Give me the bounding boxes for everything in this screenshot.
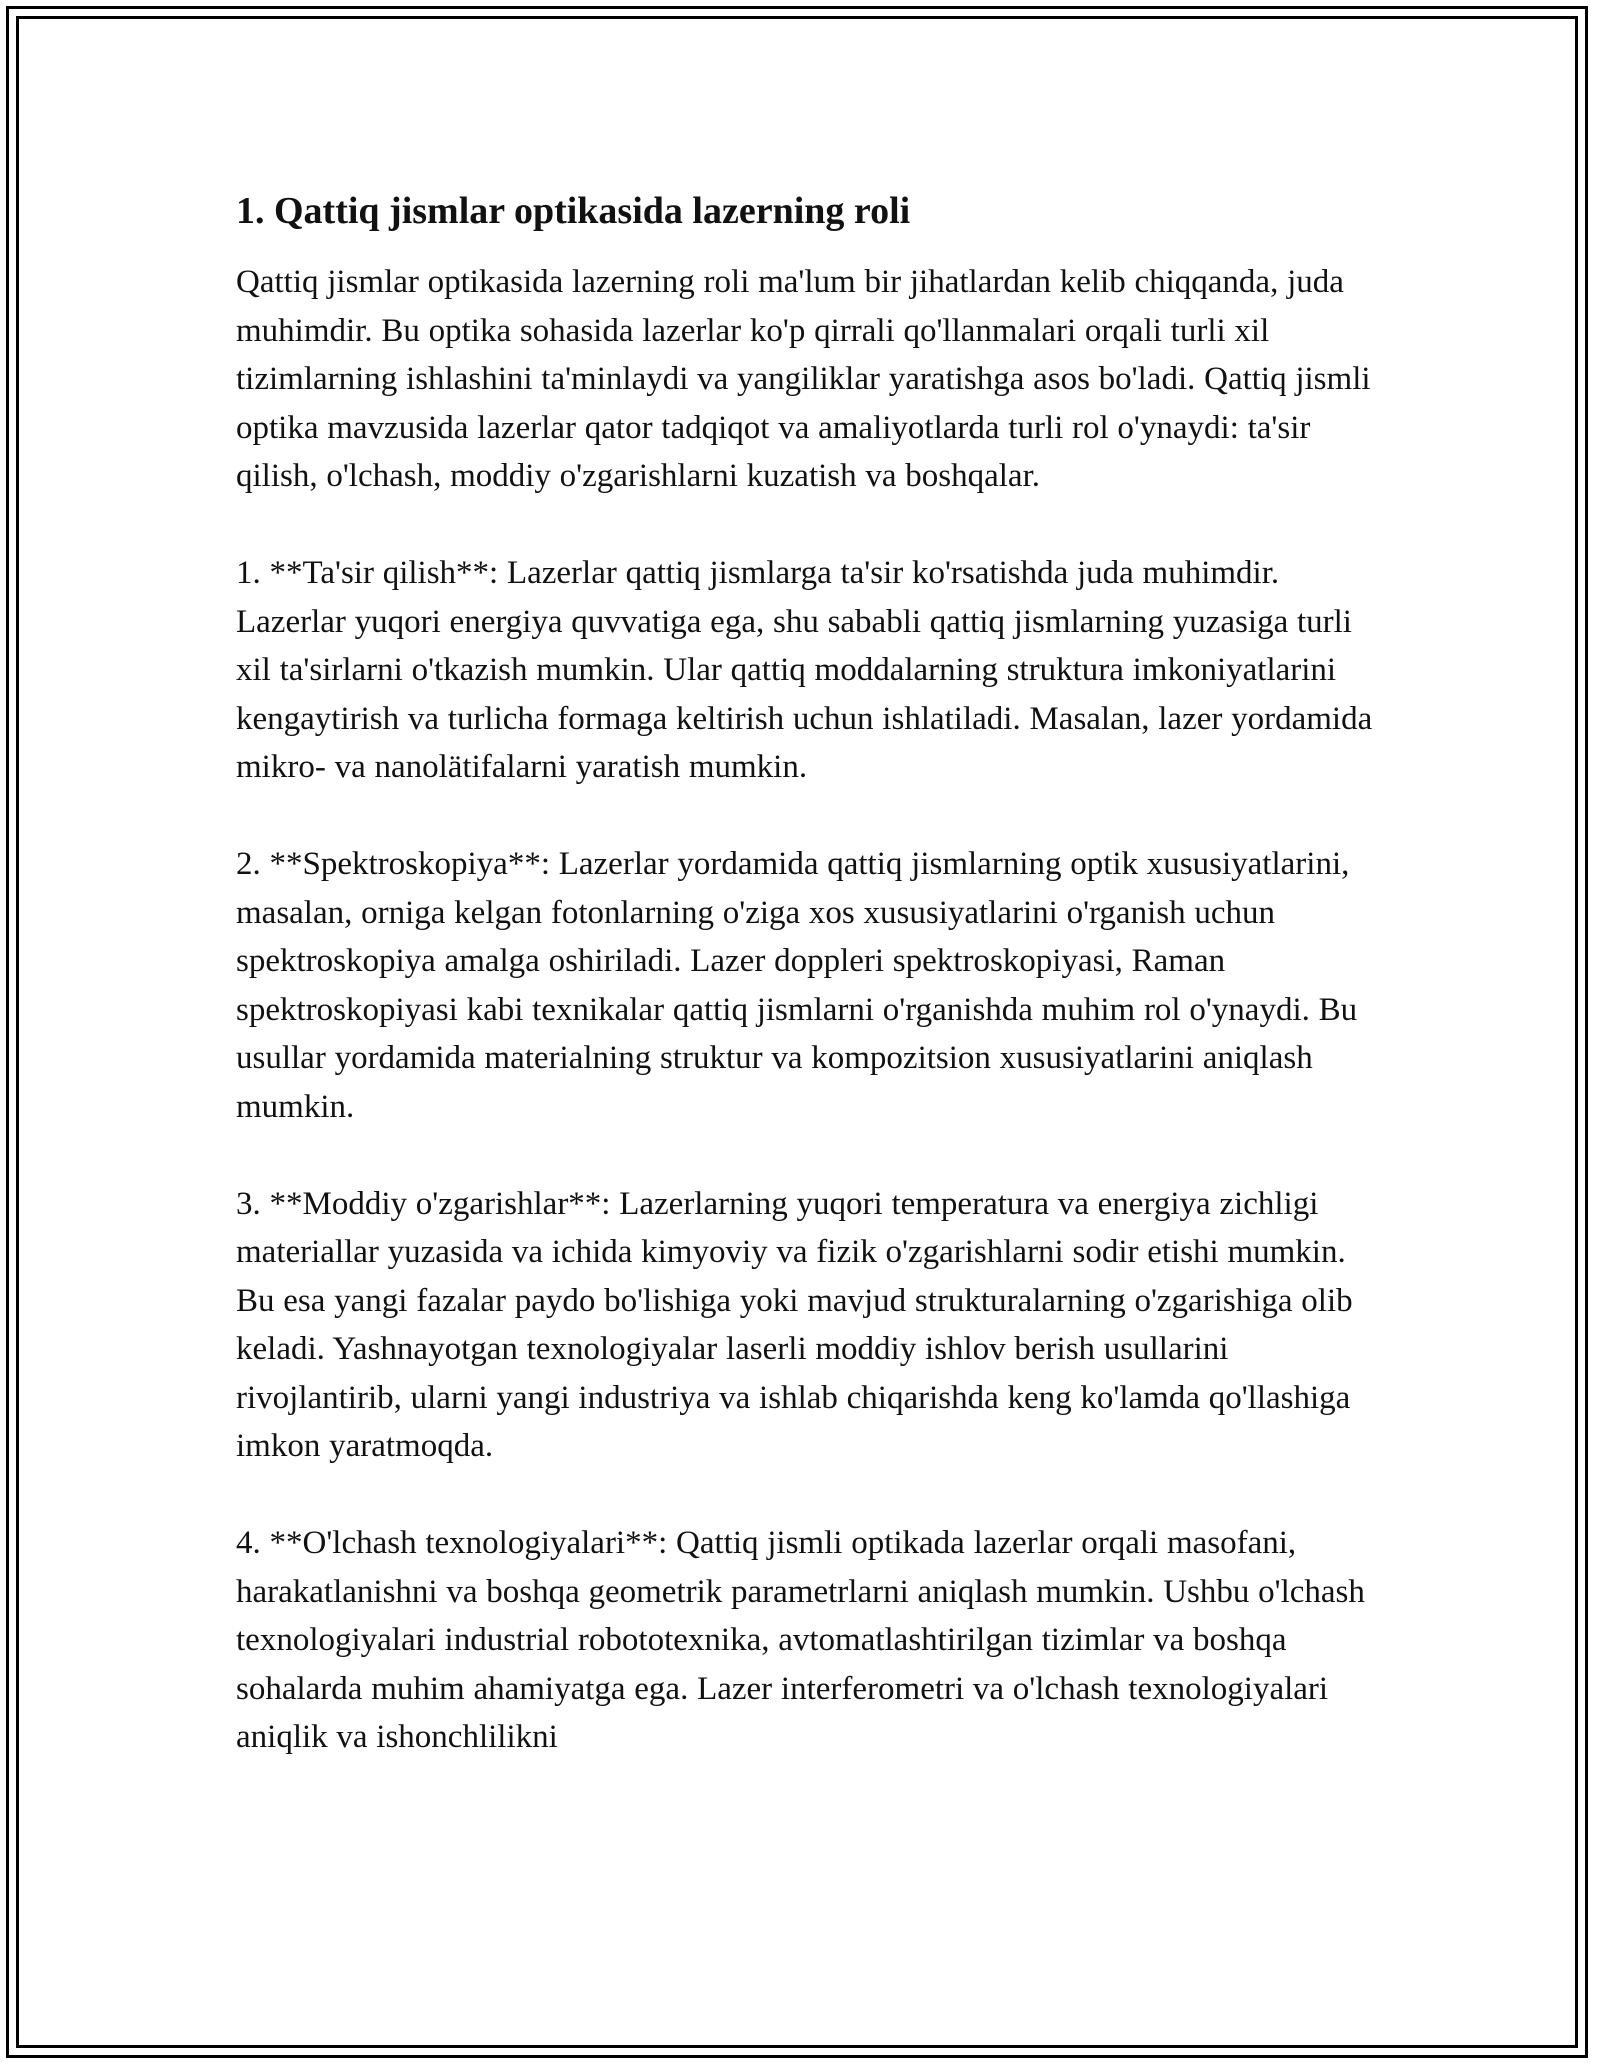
list-item-spektroskopiya: 2. **Spektroskopiya**: Lazerlar yordamida qattiq jismlarning optik xususiyatlarini, masalan, orniga kelgan fotonlarning o'ziga xos xususiyatlarini o'rganish uchun spektroskopiya amalga oshiriladi. Lazer doppleri spektroskopiyasi, Raman spektroskopiyasi kabi texnikalar qattiq jismlarni o'rganishda muhim rol o'ynaydi. Bu usullar yordamida materialning struktur va kompozitsion xususiyatlarini aniqlash mumkin. (236, 846, 1358, 1125)
document-body (236, 186, 1376, 1810)
list-item-olchash-texnologiyalari: 4. **O'lchash texnologiyalari**: Qattiq jismli optikada lazerlar orqali masofani, harakatlanishni va boshqa geometrik parametrlarni aniqlash mumkin. Ushbu o'lchash texnologiyalari industrial robototexnika, avtomatlashtirilgan tizimlar va boshqa sohalarda muhim ahamiyatga ega. Lazer interferometri va o'lchash texnologiyalari aniqlik va ishonchlilikni (236, 1525, 1365, 1755)
list-item-moddiy-ozgarishlar: 3. **Moddiy o'zgarishlar**: Lazerlarning yuqori temperatura va energiya zichligi materiallar yuzasida va ichida kimyoviy va fizik o'zgarishlarni sodir etishi mumkin. Bu esa yangi fazalar paydo bo'lishiga yoki mavjud strukturalarning o'zgarishiga olib keladi. Yashnayotgan texnologiyalar laserli moddiy ishlov berish usullarini rivojlantirib, ularni yangi industriya va ishlab chiqarishda keng ko'lamda qo'llashiga imkon yaratmoqda. (236, 1185, 1353, 1464)
intro-paragraph: Qattiq jismlar optikasida lazerning roli ma'lum bir jihatlardan kelib chiqqanda, juda muhimdir. Bu optika sohasida lazerlar ko'p qirrali qo'llanmalari orqali turli xil tizimlarning ishlashini ta'minlaydi va yangiliklar yaratishga asos bo'ladi. Qattiq jismli optika mavzusida lazerlar qator tadqiqot va amaliyotlarda turli rol o'ynaydi: ta'sir qilish, o'lchash, moddiy o'zgarishlarni kuzatish va boshqalar. (236, 264, 1371, 494)
list-item-tasir-qilish: 1. **Ta'sir qilish**: Lazerlar qattiq jismlarga ta'sir ko'rsatishda juda muhimdir. Lazerlar yuqori energiya quvvatiga ega, shu sababli qattiq jismlarning yuzasiga turli xil ta'sirlarni o'tkazish mumkin. Ular qattiq moddalarning struktura imkoniyatlarini kengaytirish va turlicha formaga keltirish uchun ishlatiladi. Masalan, lazer yordamida mikro- va nanolätifalarni yaratish mumkin. (236, 555, 1373, 785)
section-heading: 1. Qattiq jismlar optikasida lazerning roli (236, 190, 911, 232)
